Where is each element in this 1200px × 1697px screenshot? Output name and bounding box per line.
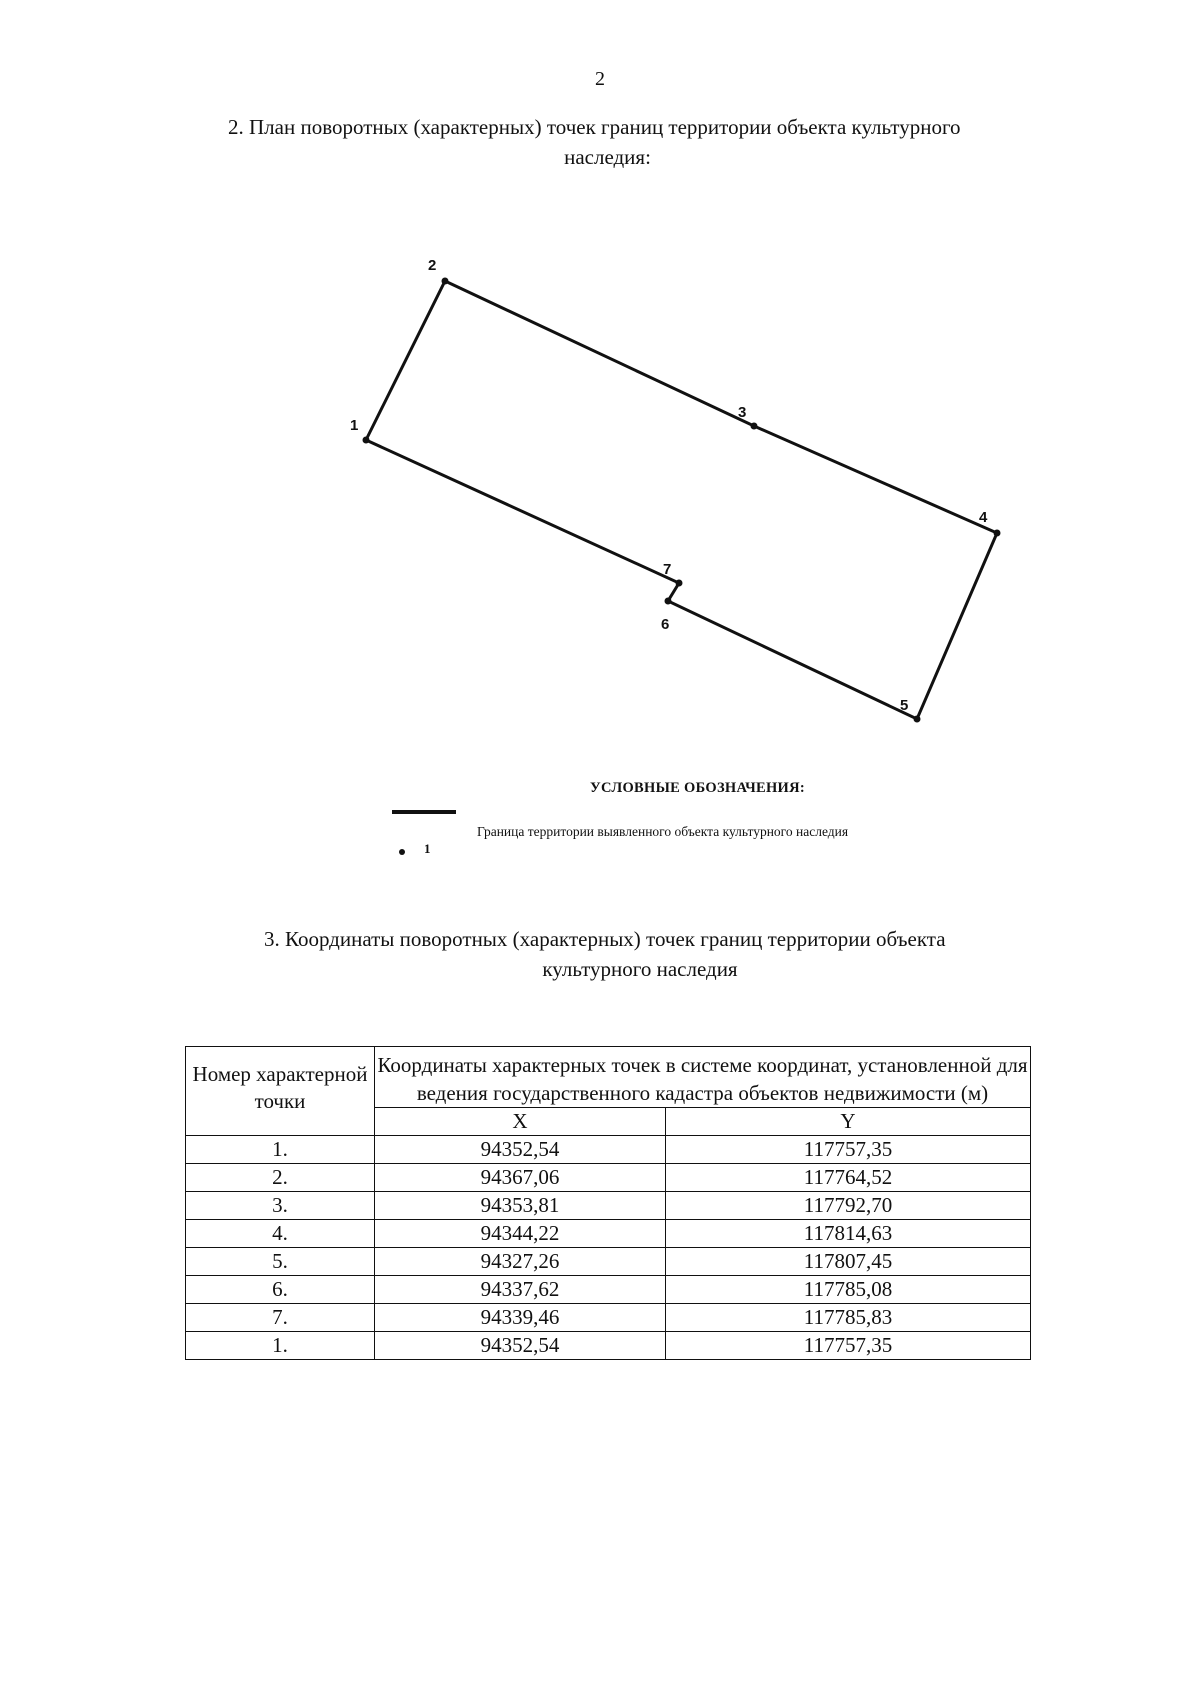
- boundary-plan-diagram: [0, 0, 1200, 800]
- legend-point-number: 1: [424, 841, 431, 856]
- point-label-3: 3: [738, 404, 747, 421]
- table-header-row: [186, 1047, 1031, 1108]
- table-row: [186, 1136, 1031, 1164]
- cell-number: 2.: [186, 1164, 375, 1192]
- boundary-point-6: [665, 598, 672, 605]
- cell-number: 1.: [186, 1136, 375, 1164]
- point-label-7: 7: [663, 561, 672, 578]
- boundary-point-2: [442, 278, 449, 285]
- boundary-points: [363, 278, 1001, 723]
- header-point-number: Номер характерной точки: [186, 1047, 375, 1136]
- legend-title: УСЛОВНЫЕ ОБОЗНАЧЕНИЯ:: [590, 780, 806, 796]
- point-label-5: 5: [900, 697, 909, 714]
- boundary-point-7: [676, 580, 683, 587]
- table-row: [186, 1248, 1031, 1276]
- table-row: [186, 1220, 1031, 1248]
- section-2-heading-line-2: наследия:: [564, 145, 651, 169]
- point-label-6: 6: [661, 616, 670, 633]
- cell-y: 117785,83: [666, 1304, 1031, 1332]
- point-label-2: 2: [428, 257, 437, 274]
- point-label-1: 1: [350, 417, 359, 434]
- cell-number: 6.: [186, 1276, 375, 1304]
- legend-boundary-text: Граница территории выявленного объекта культурного наследия: [477, 824, 849, 839]
- boundary-point-4: [994, 530, 1001, 537]
- coordinates-table: [185, 1046, 1031, 1360]
- cell-number: 7.: [186, 1304, 375, 1332]
- page-number: 2: [595, 68, 605, 90]
- cell-y: 117807,45: [666, 1248, 1031, 1276]
- cell-x: 94367,06: [375, 1164, 666, 1192]
- header-coordinate-system: Координаты характерных точек в системе координат, установленной для ведения государственного кадастра объектов недвижимости (м): [375, 1047, 1031, 1108]
- cell-x: 94353,81: [375, 1192, 666, 1220]
- cell-y: 117792,70: [666, 1192, 1031, 1220]
- cell-number: 3.: [186, 1192, 375, 1220]
- cell-x: 94337,62: [375, 1276, 666, 1304]
- section-2-heading-line-1: 2. План поворотных (характерных) точек границ территории объекта культурного: [228, 115, 961, 139]
- cell-number: 1.: [186, 1332, 375, 1360]
- table-row: [186, 1192, 1031, 1220]
- cell-x: 94339,46: [375, 1304, 666, 1332]
- cell-number: 5.: [186, 1248, 375, 1276]
- legend-point-symbol: [399, 849, 405, 855]
- table-row: [186, 1304, 1031, 1332]
- boundary-point-5: [914, 716, 921, 723]
- cell-x: 94344,22: [375, 1220, 666, 1248]
- boundary-point-1: [363, 437, 370, 444]
- section-3-heading-line-2: культурного наследия: [542, 957, 738, 981]
- cell-y: 117757,35: [666, 1136, 1031, 1164]
- cell-number: 4.: [186, 1220, 375, 1248]
- section-3-heading-line-1: 3. Координаты поворотных (характерных) точек границ территории объекта: [264, 927, 946, 951]
- boundary-polygon: [366, 281, 997, 719]
- table-row: [186, 1332, 1031, 1360]
- table-row: [186, 1276, 1031, 1304]
- table-row: [186, 1164, 1031, 1192]
- point-label-4: 4: [979, 509, 988, 526]
- cell-x: 94327,26: [375, 1248, 666, 1276]
- cell-x: 94352,54: [375, 1136, 666, 1164]
- cell-y: 117814,63: [666, 1220, 1031, 1248]
- boundary-point-3: [751, 423, 758, 430]
- legend-boundary-line-symbol: [392, 810, 456, 814]
- cell-y: 117757,35: [666, 1332, 1031, 1360]
- header-x: X: [375, 1108, 666, 1136]
- cell-x: 94352,54: [375, 1332, 666, 1360]
- header-y: Y: [666, 1108, 1031, 1136]
- cell-y: 117785,08: [666, 1276, 1031, 1304]
- cell-y: 117764,52: [666, 1164, 1031, 1192]
